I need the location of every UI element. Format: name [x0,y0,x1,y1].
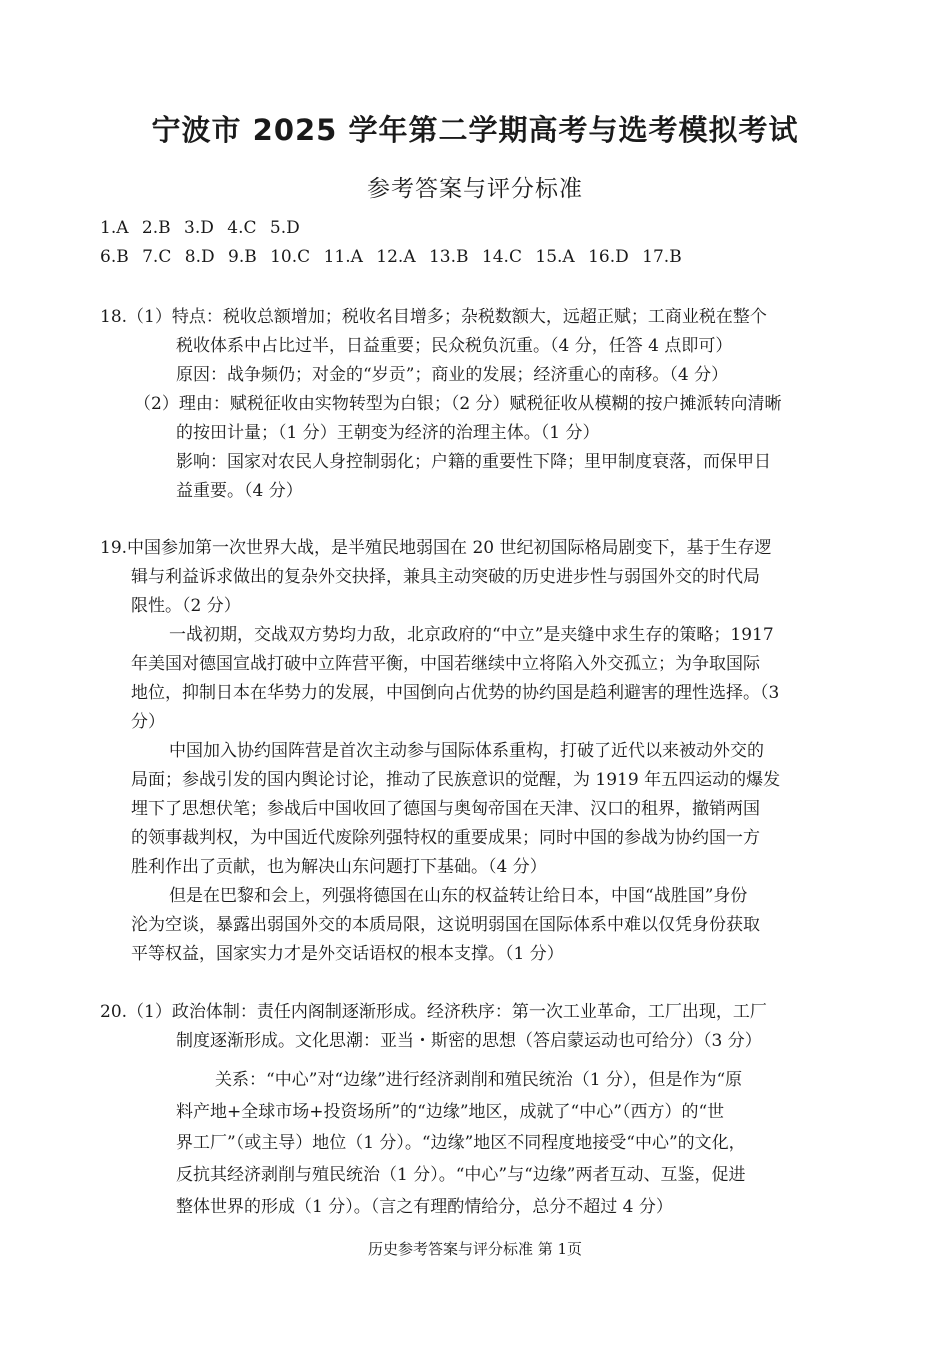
q19-line: 限性。（2 分） [131,596,241,616]
q19-line: 胜利作出了贡献，也为解决山东问题打下基础。（4 分） [131,857,547,877]
page-footer: 历史参考答案与评分标准 第 1页 [367,1240,583,1258]
q19-line: 沦为空谈，暴露出弱国外交的本质局限，这说明弱国在国际体系中难以仅凭身份获取 [131,915,760,935]
q18-line: 影响：国家对农民人身控制弱化；户籍的重要性下降；里甲制度衰落，而保甲日 [176,452,771,472]
q18-line: 益重要。（4 分） [176,481,303,501]
q19-line: 年美国对德国宣战打破中立阵营平衡，中国若继续中立将陷入外交孤立；为争取国际 [131,654,760,674]
q19-line: 的领事裁判权，为中国近代废除列强特权的重要成果；同时中国的参战为协约国一方 [131,828,760,848]
page-subtitle: 参考答案与评分标准 [367,176,583,202]
q20-line: 关系：“中心”对“边缘”进行经济剥削和殖民统治（1 分），但是作为“原 [215,1070,743,1090]
q19-line: 辑与利益诉求做出的复杂外交抉择，兼具主动突破的历史进步性与弱国外交的时代局 [131,567,760,587]
q18-line: 原因：战争频仍；对金的“岁贡”；商业的发展；经济重心的南移。（4 分） [176,365,729,385]
q20-line: 料产地+全球市场+投资场所”的“边缘”地区，成就了“中心”（西方）的“世 [176,1102,725,1122]
q19-line: 平等权益，国家实力才是外交话语权的根本支撑。（1 分） [131,944,564,964]
q19-line: 但是在巴黎和会上，列强将德国在山东的权益转让给日本，中国“战胜国”身份 [169,886,748,906]
q20-line: 制度逐渐形成。文化思潮：亚当・斯密的思想（答启蒙运动也可给分）（3 分） [176,1031,762,1051]
q19-line: 一战初期，交战双方势均力敌，北京政府的“中立”是夹缝中求生存的策略；1917 [169,625,774,645]
q18-line: （2）理由：赋税征收由实物转型为白银；（2 分）赋税征收从模糊的按户摊派转向清晰 [134,394,782,414]
q19-line: 19.中国参加第一次世界大战，是半殖民地弱国在 20 世纪初国际格局剧变下，基于生存逻 [100,538,772,558]
page-title: 宁波市 2025 学年第二学期高考与选考模拟考试 [151,113,799,147]
q19-line: 中国加入协约国阵营是首次主动参与国际体系重构，打破了近代以来被动外交的 [169,741,764,761]
q19-line: 埋下了思想伏笔；参战后中国收回了德国与奥匈帝国在天津、汉口的租界，撤销两国 [131,799,760,819]
q20-line: 20.（1）政治体制：责任内阁制逐渐形成。经济秩序：第一次工业革命，工厂出现，工厂 [100,1002,767,1022]
q19-line: 分） [131,712,165,732]
q18-line: 税收体系中占比过半，日益重要；民众税负沉重。（4 分，任答 4 点即可） [176,336,733,356]
q20-line: 界工厂”（或主导）地位（1 分）。“边缘”地区不同程度地接受“中心”的文化， [176,1133,746,1153]
q19-line: 局面；参战引发的国内舆论讨论，推动了民族意识的觉醒，为 1919 年五四运动的爆发 [131,770,781,790]
q20-line: 反抗其经济剥削与殖民统治（1 分）。“中心”与“边缘”两者互动、互鉴，促进 [176,1165,746,1185]
mc-answers-row-1: 1.A 2.B 3.D 4.C 5.D [100,218,300,238]
q18-line: 的按田计量；（1 分）王朝变为经济的治理主体。（1 分） [176,423,600,443]
q20-line: 整体世界的形成（1 分）。（言之有理酌情给分，总分不超过 4 分） [176,1197,673,1217]
q18-line: 18.（1）特点：税收总额增加；税收名目增多；杂税数额大，远超正赋；工商业税在整个 [100,307,767,327]
q19-line: 地位，抑制日本在华势力的发展，中国倒向占优势的协约国是趋利避害的理性选择。（3 [131,683,780,703]
mc-answers-row-2: 6.B 7.C 8.D 9.B 10.C 11.A 12.A 13.B 14.C 15.A 16.D 17.B [100,247,682,267]
